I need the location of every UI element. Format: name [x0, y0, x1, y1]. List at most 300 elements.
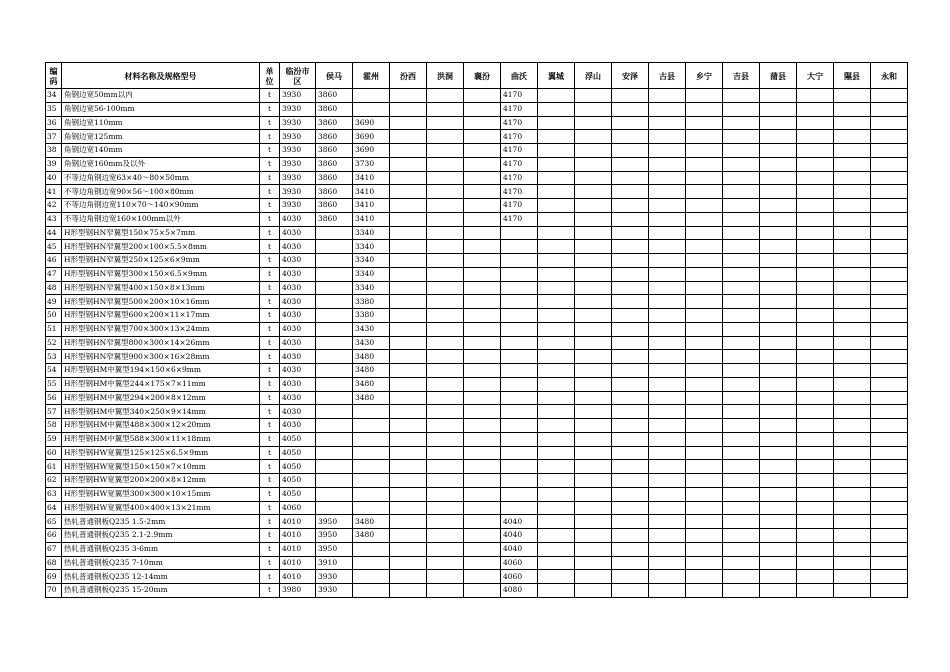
price-cell[interactable]	[427, 487, 464, 501]
unit-cell[interactable]: t	[260, 144, 280, 158]
price-cell[interactable]	[871, 570, 908, 584]
row-code-cell[interactable]: 63	[46, 487, 62, 501]
unit-cell[interactable]: t	[260, 336, 280, 350]
row-code-cell[interactable]: 34	[46, 89, 62, 103]
price-cell[interactable]	[575, 130, 612, 144]
price-cell[interactable]	[760, 556, 797, 570]
price-cell[interactable]	[797, 336, 834, 350]
material-name-cell[interactable]: 热轧普通钢板Q235 15-20mm	[62, 584, 260, 598]
price-cell[interactable]	[723, 377, 760, 391]
price-cell[interactable]	[686, 116, 723, 130]
price-cell[interactable]: 4050	[280, 460, 316, 474]
price-cell[interactable]	[649, 199, 686, 213]
price-cell[interactable]	[427, 364, 464, 378]
price-cell[interactable]: 3480	[353, 515, 390, 529]
price-cell[interactable]	[649, 322, 686, 336]
price-cell[interactable]	[464, 405, 501, 419]
price-cell[interactable]	[760, 226, 797, 240]
price-cell[interactable]	[686, 130, 723, 144]
price-cell[interactable]	[538, 185, 575, 199]
unit-cell[interactable]: t	[260, 322, 280, 336]
price-cell[interactable]	[760, 267, 797, 281]
price-cell[interactable]: 4030	[280, 254, 316, 268]
unit-cell[interactable]: t	[260, 364, 280, 378]
price-cell[interactable]	[390, 254, 427, 268]
price-cell[interactable]	[723, 446, 760, 460]
price-cell[interactable]	[612, 556, 649, 570]
unit-cell[interactable]: t	[260, 419, 280, 433]
price-cell[interactable]	[612, 281, 649, 295]
price-cell[interactable]	[575, 405, 612, 419]
price-cell[interactable]	[834, 542, 871, 556]
row-code-cell[interactable]: 70	[46, 584, 62, 598]
price-cell[interactable]	[538, 460, 575, 474]
price-cell[interactable]	[723, 460, 760, 474]
price-cell[interactable]	[390, 309, 427, 323]
price-cell[interactable]	[316, 267, 353, 281]
price-cell[interactable]	[797, 364, 834, 378]
price-cell[interactable]	[649, 542, 686, 556]
price-cell[interactable]	[316, 350, 353, 364]
row-code-cell[interactable]: 51	[46, 322, 62, 336]
price-cell[interactable]	[760, 432, 797, 446]
price-cell[interactable]	[575, 377, 612, 391]
price-cell[interactable]	[871, 89, 908, 103]
price-cell[interactable]	[316, 405, 353, 419]
unit-cell[interactable]: t	[260, 102, 280, 116]
price-cell[interactable]	[316, 391, 353, 405]
material-name-cell[interactable]: 不等边角钢边宽90×56～100×80mm	[62, 185, 260, 199]
price-cell[interactable]	[390, 570, 427, 584]
price-cell[interactable]	[723, 254, 760, 268]
price-cell[interactable]	[760, 405, 797, 419]
price-cell[interactable]	[723, 542, 760, 556]
price-cell[interactable]	[686, 474, 723, 488]
price-cell[interactable]: 3930	[280, 185, 316, 199]
price-cell[interactable]	[797, 295, 834, 309]
unit-cell[interactable]: t	[260, 157, 280, 171]
material-name-cell[interactable]: H形型钢HW宽翼型400×400×13×21mm	[62, 501, 260, 515]
price-cell[interactable]	[464, 515, 501, 529]
price-cell[interactable]	[390, 199, 427, 213]
price-cell[interactable]	[390, 474, 427, 488]
price-cell[interactable]	[797, 377, 834, 391]
price-cell[interactable]	[538, 144, 575, 158]
price-cell[interactable]	[316, 336, 353, 350]
price-cell[interactable]	[501, 487, 538, 501]
material-name-cell[interactable]: H形型钢HN窄翼型200×100×5.5×8mm	[62, 240, 260, 254]
price-cell[interactable]: 3930	[280, 157, 316, 171]
price-cell[interactable]	[686, 405, 723, 419]
price-cell[interactable]	[871, 529, 908, 543]
price-cell[interactable]	[390, 130, 427, 144]
price-cell[interactable]	[723, 116, 760, 130]
price-cell[interactable]	[834, 529, 871, 543]
price-cell[interactable]	[760, 144, 797, 158]
price-cell[interactable]	[316, 240, 353, 254]
price-cell[interactable]	[760, 364, 797, 378]
unit-cell[interactable]: t	[260, 185, 280, 199]
price-cell[interactable]	[871, 102, 908, 116]
price-cell[interactable]: 3860	[316, 102, 353, 116]
price-cell[interactable]	[834, 474, 871, 488]
price-cell[interactable]	[538, 542, 575, 556]
price-cell[interactable]	[427, 254, 464, 268]
price-cell[interactable]	[723, 487, 760, 501]
price-cell[interactable]	[649, 171, 686, 185]
price-cell[interactable]	[538, 157, 575, 171]
price-cell[interactable]	[649, 515, 686, 529]
row-code-cell[interactable]: 64	[46, 501, 62, 515]
price-cell[interactable]	[723, 309, 760, 323]
price-cell[interactable]	[686, 556, 723, 570]
price-cell[interactable]	[871, 405, 908, 419]
price-cell[interactable]	[612, 226, 649, 240]
price-cell[interactable]	[501, 350, 538, 364]
price-cell[interactable]	[464, 130, 501, 144]
price-cell[interactable]	[723, 556, 760, 570]
price-cell[interactable]	[575, 515, 612, 529]
unit-cell[interactable]: t	[260, 130, 280, 144]
row-code-cell[interactable]: 48	[46, 281, 62, 295]
price-cell[interactable]	[649, 460, 686, 474]
price-cell[interactable]	[871, 487, 908, 501]
price-cell[interactable]: 3950	[316, 542, 353, 556]
price-cell[interactable]	[686, 199, 723, 213]
price-cell[interactable]	[464, 446, 501, 460]
price-cell[interactable]	[834, 432, 871, 446]
price-cell[interactable]	[760, 350, 797, 364]
price-cell[interactable]	[723, 157, 760, 171]
price-cell[interactable]	[464, 254, 501, 268]
price-cell[interactable]	[797, 102, 834, 116]
price-cell[interactable]	[871, 542, 908, 556]
price-cell[interactable]	[464, 144, 501, 158]
price-cell[interactable]	[649, 212, 686, 226]
material-name-cell[interactable]: H形型钢HN窄翼型500×200×10×16mm	[62, 295, 260, 309]
price-cell[interactable]	[464, 212, 501, 226]
material-name-cell[interactable]: 角钢边宽110mm	[62, 116, 260, 130]
material-name-cell[interactable]: H形型钢HM中翼型488×300×12×20mm	[62, 419, 260, 433]
price-cell[interactable]	[723, 240, 760, 254]
price-cell[interactable]	[575, 350, 612, 364]
price-cell[interactable]	[871, 130, 908, 144]
price-cell[interactable]	[686, 529, 723, 543]
price-cell[interactable]	[834, 570, 871, 584]
price-cell[interactable]	[834, 199, 871, 213]
price-cell[interactable]	[686, 267, 723, 281]
material-name-cell[interactable]: 角钢边宽50mm以内	[62, 89, 260, 103]
price-cell[interactable]	[427, 529, 464, 543]
price-cell[interactable]	[649, 157, 686, 171]
material-name-cell[interactable]: H形型钢HN窄翼型900×300×16×28mm	[62, 350, 260, 364]
price-cell[interactable]	[427, 199, 464, 213]
price-cell[interactable]	[834, 226, 871, 240]
price-cell[interactable]	[723, 102, 760, 116]
price-cell[interactable]	[871, 336, 908, 350]
price-cell[interactable]	[612, 295, 649, 309]
price-cell[interactable]	[797, 226, 834, 240]
price-cell[interactable]	[575, 185, 612, 199]
price-cell[interactable]	[612, 267, 649, 281]
row-code-cell[interactable]: 39	[46, 157, 62, 171]
price-cell[interactable]	[353, 405, 390, 419]
row-code-cell[interactable]: 41	[46, 185, 62, 199]
price-cell[interactable]	[464, 474, 501, 488]
price-cell[interactable]	[316, 419, 353, 433]
price-cell[interactable]	[612, 487, 649, 501]
price-cell[interactable]	[316, 432, 353, 446]
price-cell[interactable]	[427, 377, 464, 391]
price-cell[interactable]: 3860	[316, 130, 353, 144]
price-cell[interactable]	[686, 185, 723, 199]
price-cell[interactable]	[612, 350, 649, 364]
price-cell[interactable]	[649, 474, 686, 488]
price-cell[interactable]	[723, 199, 760, 213]
price-cell[interactable]	[723, 144, 760, 158]
price-cell[interactable]	[760, 89, 797, 103]
price-cell[interactable]	[316, 226, 353, 240]
price-cell[interactable]	[834, 405, 871, 419]
unit-cell[interactable]: t	[260, 487, 280, 501]
price-cell[interactable]	[760, 295, 797, 309]
price-cell[interactable]	[612, 102, 649, 116]
price-cell[interactable]	[723, 364, 760, 378]
price-cell[interactable]	[612, 254, 649, 268]
material-name-cell[interactable]: H形型钢HM中翼型294×200×8×12mm	[62, 391, 260, 405]
price-cell[interactable]	[353, 556, 390, 570]
price-cell[interactable]: 3930	[280, 102, 316, 116]
unit-cell[interactable]: t	[260, 432, 280, 446]
material-name-cell[interactable]: 角钢边宽140mm	[62, 144, 260, 158]
price-cell[interactable]	[538, 556, 575, 570]
price-cell[interactable]: 3380	[353, 309, 390, 323]
price-cell[interactable]	[501, 295, 538, 309]
price-cell[interactable]: 4040	[501, 515, 538, 529]
price-cell[interactable]	[834, 364, 871, 378]
unit-cell[interactable]: t	[260, 529, 280, 543]
price-cell[interactable]	[575, 446, 612, 460]
price-cell[interactable]: 4030	[280, 377, 316, 391]
price-cell[interactable]	[797, 199, 834, 213]
price-cell[interactable]: 4030	[280, 350, 316, 364]
price-cell[interactable]	[834, 89, 871, 103]
unit-cell[interactable]: t	[260, 89, 280, 103]
price-cell[interactable]	[501, 405, 538, 419]
price-cell[interactable]	[538, 281, 575, 295]
price-cell[interactable]	[427, 474, 464, 488]
unit-cell[interactable]: t	[260, 171, 280, 185]
price-cell[interactable]	[871, 199, 908, 213]
price-cell[interactable]	[871, 364, 908, 378]
price-cell[interactable]	[464, 460, 501, 474]
price-cell[interactable]	[390, 281, 427, 295]
price-cell[interactable]	[612, 529, 649, 543]
price-cell[interactable]	[427, 89, 464, 103]
price-cell[interactable]	[612, 144, 649, 158]
unit-cell[interactable]: t	[260, 226, 280, 240]
price-cell[interactable]	[834, 336, 871, 350]
price-cell[interactable]: 3860	[316, 171, 353, 185]
price-cell[interactable]	[649, 226, 686, 240]
price-cell[interactable]	[871, 171, 908, 185]
price-cell[interactable]	[575, 474, 612, 488]
price-cell[interactable]	[464, 487, 501, 501]
price-cell[interactable]	[427, 501, 464, 515]
price-cell[interactable]	[871, 350, 908, 364]
price-cell[interactable]	[390, 460, 427, 474]
price-cell[interactable]	[723, 474, 760, 488]
price-cell[interactable]	[464, 185, 501, 199]
unit-cell[interactable]: t	[260, 199, 280, 213]
price-cell[interactable]: 3950	[316, 515, 353, 529]
price-cell[interactable]: 4040	[501, 529, 538, 543]
price-cell[interactable]	[575, 460, 612, 474]
price-cell[interactable]	[538, 254, 575, 268]
price-cell[interactable]: 3730	[353, 157, 390, 171]
price-cell[interactable]	[797, 432, 834, 446]
row-code-cell[interactable]: 46	[46, 254, 62, 268]
price-cell[interactable]	[834, 102, 871, 116]
price-cell[interactable]	[871, 584, 908, 598]
price-cell[interactable]: 4170	[501, 185, 538, 199]
material-name-cell[interactable]: H形型钢HW宽翼型125×125×6.5×9mm	[62, 446, 260, 460]
price-cell[interactable]	[649, 309, 686, 323]
price-cell[interactable]: 4050	[280, 474, 316, 488]
unit-cell[interactable]: t	[260, 295, 280, 309]
price-cell[interactable]	[427, 460, 464, 474]
price-cell[interactable]	[612, 130, 649, 144]
price-cell[interactable]: 3930	[280, 89, 316, 103]
price-cell[interactable]: 3410	[353, 171, 390, 185]
price-cell[interactable]	[575, 419, 612, 433]
price-cell[interactable]: 3860	[316, 199, 353, 213]
price-cell[interactable]	[871, 432, 908, 446]
price-cell[interactable]: 4080	[501, 584, 538, 598]
price-cell[interactable]	[649, 281, 686, 295]
price-cell[interactable]	[760, 130, 797, 144]
row-code-cell[interactable]: 58	[46, 419, 62, 433]
price-cell[interactable]	[797, 419, 834, 433]
price-cell[interactable]	[501, 432, 538, 446]
price-cell[interactable]	[538, 212, 575, 226]
price-cell[interactable]	[575, 116, 612, 130]
price-cell[interactable]	[316, 446, 353, 460]
price-cell[interactable]	[686, 570, 723, 584]
price-cell[interactable]	[612, 364, 649, 378]
price-cell[interactable]	[723, 281, 760, 295]
price-cell[interactable]	[834, 267, 871, 281]
row-code-cell[interactable]: 56	[46, 391, 62, 405]
price-cell[interactable]: 4170	[501, 102, 538, 116]
price-cell[interactable]: 4030	[280, 336, 316, 350]
price-cell[interactable]	[834, 556, 871, 570]
price-cell[interactable]	[538, 267, 575, 281]
price-cell[interactable]	[538, 419, 575, 433]
price-cell[interactable]	[797, 185, 834, 199]
price-cell[interactable]: 3340	[353, 267, 390, 281]
price-cell[interactable]	[612, 570, 649, 584]
price-cell[interactable]	[760, 254, 797, 268]
price-cell[interactable]	[501, 281, 538, 295]
price-cell[interactable]	[760, 281, 797, 295]
price-cell[interactable]	[649, 377, 686, 391]
price-cell[interactable]	[871, 267, 908, 281]
price-cell[interactable]	[390, 391, 427, 405]
price-cell[interactable]	[427, 556, 464, 570]
price-cell[interactable]	[686, 432, 723, 446]
price-cell[interactable]	[834, 419, 871, 433]
material-name-cell[interactable]: H形型钢HN窄翼型600×200×11×17mm	[62, 309, 260, 323]
unit-cell[interactable]: t	[260, 542, 280, 556]
unit-cell[interactable]: t	[260, 212, 280, 226]
price-cell[interactable]	[316, 364, 353, 378]
price-cell[interactable]	[575, 501, 612, 515]
row-code-cell[interactable]: 53	[46, 350, 62, 364]
price-cell[interactable]	[427, 446, 464, 460]
price-cell[interactable]	[575, 364, 612, 378]
price-cell[interactable]	[353, 542, 390, 556]
price-cell[interactable]	[797, 267, 834, 281]
row-code-cell[interactable]: 67	[46, 542, 62, 556]
price-cell[interactable]	[723, 584, 760, 598]
price-cell[interactable]	[723, 515, 760, 529]
price-cell[interactable]	[871, 391, 908, 405]
price-cell[interactable]: 4170	[501, 157, 538, 171]
price-cell[interactable]	[723, 212, 760, 226]
material-name-cell[interactable]: H形型钢HN窄翼型150×75×5×7mm	[62, 226, 260, 240]
price-cell[interactable]	[427, 350, 464, 364]
price-cell[interactable]	[538, 130, 575, 144]
material-name-cell[interactable]: 不等边角钢边宽110×70～140×90mm	[62, 199, 260, 213]
price-cell[interactable]	[575, 322, 612, 336]
price-cell[interactable]	[390, 185, 427, 199]
price-cell[interactable]	[390, 226, 427, 240]
material-name-cell[interactable]: 热轧普通钢板Q235 12-14mm	[62, 570, 260, 584]
price-cell[interactable]	[316, 487, 353, 501]
price-cell[interactable]: 4030	[280, 226, 316, 240]
price-cell[interactable]	[612, 157, 649, 171]
price-cell[interactable]	[538, 570, 575, 584]
price-cell[interactable]	[723, 267, 760, 281]
price-cell[interactable]	[390, 350, 427, 364]
price-cell[interactable]	[797, 446, 834, 460]
price-cell[interactable]	[427, 515, 464, 529]
material-name-cell[interactable]: 不等边角钢边宽160×100mm以外	[62, 212, 260, 226]
price-cell[interactable]: 3930	[280, 116, 316, 130]
price-cell[interactable]	[723, 405, 760, 419]
price-cell[interactable]	[871, 116, 908, 130]
price-cell[interactable]: 3930	[280, 144, 316, 158]
price-cell[interactable]	[760, 487, 797, 501]
price-cell[interactable]	[797, 171, 834, 185]
price-cell[interactable]	[723, 226, 760, 240]
price-cell[interactable]: 3340	[353, 254, 390, 268]
row-code-cell[interactable]: 42	[46, 199, 62, 213]
material-name-cell[interactable]: 热轧普通钢板Q235 2.1-2.9mm	[62, 529, 260, 543]
price-cell[interactable]	[464, 432, 501, 446]
price-cell[interactable]: 4030	[280, 295, 316, 309]
price-cell[interactable]	[538, 584, 575, 598]
price-cell[interactable]	[538, 309, 575, 323]
price-cell[interactable]	[464, 419, 501, 433]
price-cell[interactable]	[871, 419, 908, 433]
price-cell[interactable]	[464, 584, 501, 598]
price-cell[interactable]	[390, 364, 427, 378]
price-cell[interactable]	[797, 570, 834, 584]
price-cell[interactable]: 4050	[280, 487, 316, 501]
price-cell[interactable]: 3480	[353, 377, 390, 391]
